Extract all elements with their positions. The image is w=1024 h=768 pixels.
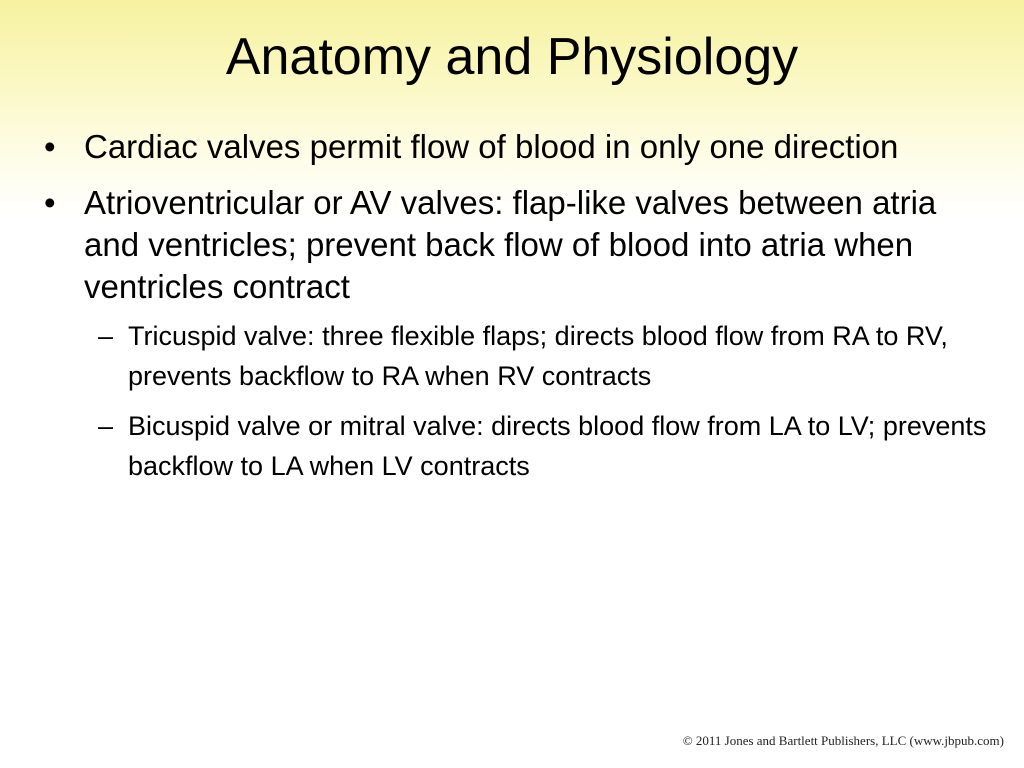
slide-title: Anatomy and Physiology [225,28,799,86]
bullet-marker: • [44,128,56,165]
copyright-notice: © 2011 Jones and Bartlett Publishers, LLC (www.jbpub.com) [682,733,1004,748]
bullet-item [40,126,990,168]
sub-bullet-text: Tricuspid valve: three flexible flaps; directs blood flow from RA to RV, prevents backflow to RA when RV contracts [128,321,948,391]
sub-bullet-item [40,406,990,486]
sub-bullet-list [40,316,990,486]
bullet-text: Cardiac valves permit flow of blood in only one direction [84,128,899,165]
sub-bullet-item [40,316,990,396]
bullet-list [40,126,990,496]
sub-bullet-marker: – [98,321,114,351]
bullet-marker: • [44,184,56,221]
sub-bullet-marker: – [98,411,114,441]
bullet-item [40,182,990,308]
sub-bullet-text: Bicuspid valve or mitral valve: directs blood flow from LA to LV; prevents backflow to LA when LV contracts [128,411,987,481]
bullet-text: Atrioventricular or AV valves: flap-like valves between atria and ventricles; prevent back flow of blood into atria when ventricles contract [84,184,937,305]
